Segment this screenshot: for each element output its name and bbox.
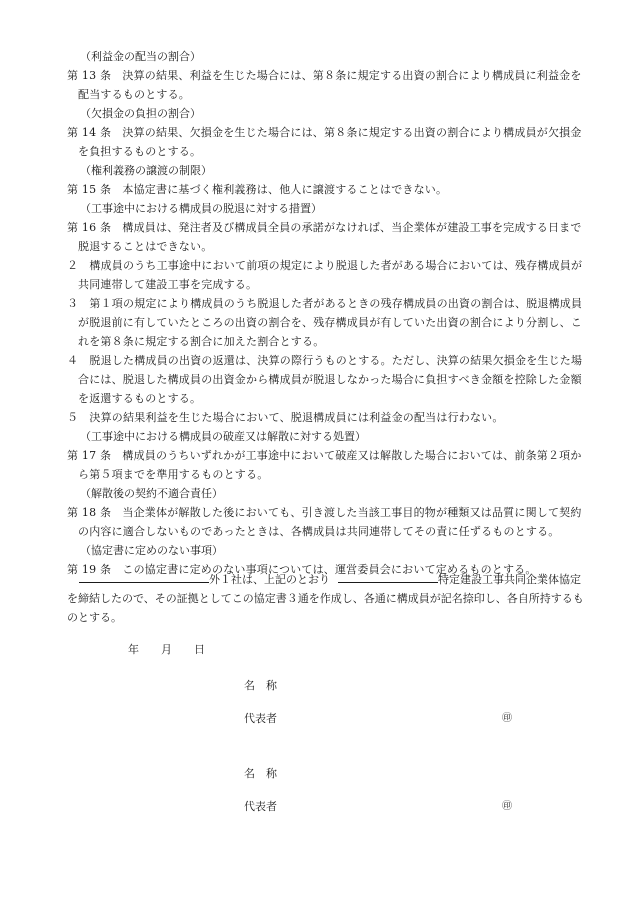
article-text: 第 14 条 決算の結果、欠損金を生じた場合には、第８条に規定する出資の割合により構成員が欠損金を負担するものとする。 xyxy=(67,126,582,158)
jv-name-blank xyxy=(338,570,438,583)
article-heading: （工事途中における構成員の破産又は解散に対する処置） xyxy=(80,430,366,443)
article-heading: （解散後の契約不適合責任） xyxy=(80,487,223,500)
article-heading: （工事途中における構成員の脱退に対する措置） xyxy=(80,202,322,215)
company-name-blank xyxy=(79,570,209,583)
seal-mark: ㊞ xyxy=(502,801,512,812)
signature-name-label: 名 称 xyxy=(244,679,277,692)
article-text: 第 17 条 構成員のうちいずれかが工事途中において破産又は解散した場合においては、前条第２項から第５項までを準用するものとする。 xyxy=(67,449,582,481)
article-clause: ５ 決算の結果利益を生じた場合において、脱退構成員には利益金の配当は行わない。 xyxy=(67,411,504,424)
date-month: 月 xyxy=(161,643,172,656)
signature-representative-label: 代表者 xyxy=(244,800,277,813)
article-clause: ４ 脱退した構成員の出資の返還は、決算の際行うものとする。ただし、決算の結果欠損金を生じた場合には、脱退した構成員の出資金から構成員が脱退しなかった場合に負担すべき金額を控除した金額を返還するものとする。 xyxy=(67,354,583,405)
article-heading: （利益金の配当の割合） xyxy=(80,50,201,63)
signature-representative-label: 代表者 xyxy=(244,712,277,725)
date-year: 年 xyxy=(128,643,139,656)
article-clause: ２ 構成員のうち工事途中において前項の規定により脱退した者がある場合においては、残存構成員が共同連帯して建設工事を完成する。 xyxy=(67,259,583,291)
date-line xyxy=(128,640,205,659)
article-heading: （欠損金の負担の割合） xyxy=(80,107,201,120)
article-text: 第 13 条 決算の結果、利益を生じた場合には、第８条に規定する出資の割合により構成員に利益金を配当するものとする。 xyxy=(67,69,582,101)
closing-statement xyxy=(67,570,587,627)
article-heading: （協定書に定めのない事項） xyxy=(80,544,223,557)
closing-text-part1: 外１社は、上記のとおり xyxy=(209,573,330,586)
article-heading: （権利義務の譲渡の制限） xyxy=(80,164,212,177)
article-text: 第 16 条 構成員は、発注者及び構成員全員の承諾がなければ、当企業体が建設工事を完成する日まで脱退することはできない。 xyxy=(67,221,582,253)
article-text: 第 18 条 当企業体が解散した後においても、引き渡した当該工事目的物が種類又は品質に関して契約の内容に適合しないものであったときは、各構成員は共同連帯してその責に任ずるものとする。 xyxy=(67,506,582,538)
article-text: 第 19 条 この協定書に定めのない事項については、運営委員会において定めるものとする。 xyxy=(67,563,537,576)
signature-name-label: 名 称 xyxy=(244,767,277,780)
article-text: 第 15 条 本協定書に基づく権利義務は、他人に譲渡することはできない。 xyxy=(67,183,448,196)
date-day: 日 xyxy=(194,643,205,656)
seal-mark: ㊞ xyxy=(502,713,512,724)
article-clause: ３ 第１項の規定により構成員のうち脱退した者があるときの残存構成員の出資の割合は、脱退構成員が脱退前に有していたところの出資の割合を、残存構成員が有していた出資の割合により分割し、これを第８条に規定する割合に加えた割合とする。 xyxy=(67,297,583,348)
closing-text-part2: 特定建設工事共同企業体協定を締結したので、その証拠としてこの協定書３通を作成し、各通に構成員が記名捺印し、各自所持するものとする。 xyxy=(67,573,584,624)
articles-section xyxy=(67,47,587,579)
